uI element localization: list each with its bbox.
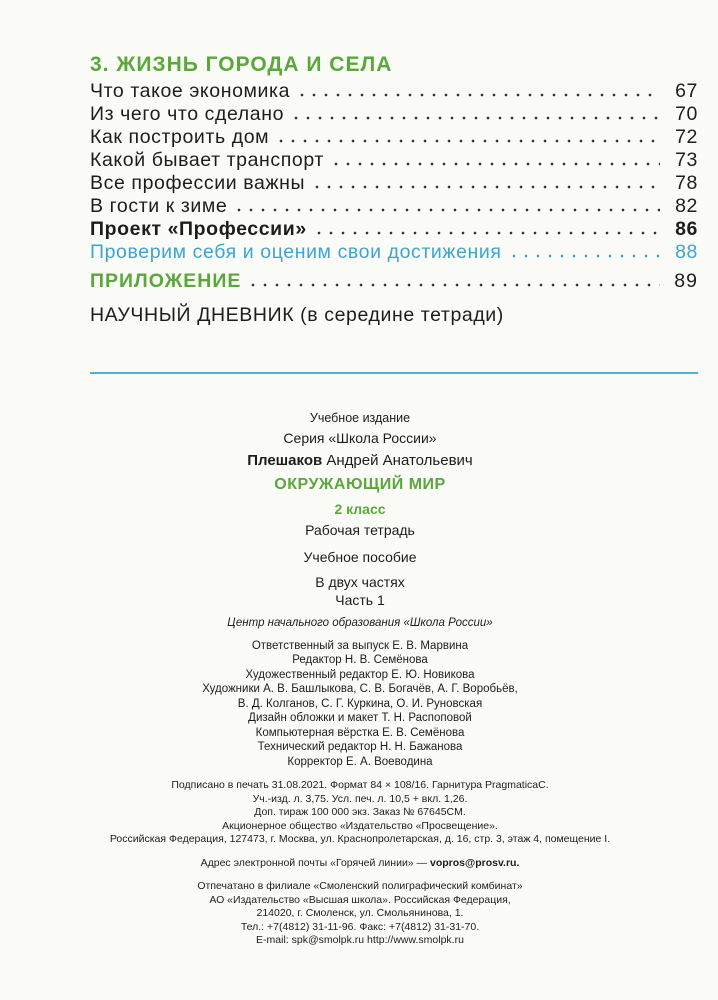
toc-label: Проверим себя и оценим свои достижения xyxy=(90,241,502,263)
printer-info: Тел.: +7(4812) 31-11-96. Факс: +7(4812) 31-31-70. xyxy=(240,920,480,933)
leader-dots xyxy=(247,283,660,287)
toc-row xyxy=(90,103,698,126)
leader-dots xyxy=(296,93,660,97)
publisher-info: Российская Федерация, 127473, г. Москва, ул. Краснопролетарская, д. 16, стр. 3, этаж 4, помещение I. xyxy=(109,833,611,845)
toc-page: 70 xyxy=(675,103,698,125)
credit-line: Корректор Е. А. Воеводина xyxy=(287,755,433,768)
toc-row-appendix xyxy=(90,264,698,298)
hotline-label: Адрес электронной почты «Горячей линии» — xyxy=(200,856,430,869)
printer-info: 214020, г. Смоленск, ул. Смольянинова, 1. xyxy=(256,907,464,919)
toc-page: 73 xyxy=(675,149,698,171)
toc-label: ПРИЛОЖЕНИЕ xyxy=(90,270,242,292)
print-info: Подписано в печать 31.08.2021. Формат 84 × 108/16. Гарнитура PragmaticaC. xyxy=(171,779,549,791)
toc-row xyxy=(90,195,698,218)
leader-dots xyxy=(508,254,660,258)
credit-line: Компьютерная вёрстка Е. В. Семёнова xyxy=(255,726,465,739)
book-title: ОКРУЖАЮЩИЙ МИР xyxy=(274,476,446,493)
credit-line: Дизайн обложки и макет Т. Н. Распоповой xyxy=(248,712,472,724)
book-type: Рабочая тетрадь xyxy=(305,522,415,538)
hotline xyxy=(100,857,620,871)
divider xyxy=(90,372,698,374)
part: Часть 1 xyxy=(335,592,385,608)
toc-page: 86 xyxy=(675,218,698,240)
leader-dots xyxy=(313,231,660,235)
toc-row xyxy=(90,172,698,195)
toc-page: 89 xyxy=(674,270,698,292)
leader-dots xyxy=(290,116,660,120)
credit-line: Ответственный за выпуск Е. В. Марвина xyxy=(251,639,469,652)
grade: 2 класс xyxy=(334,501,386,517)
credit-line: Технический редактор Н. Н. Бажанова xyxy=(257,741,463,753)
toc-label: Что такое экономика xyxy=(90,80,291,102)
credit-line: В. Д. Колганов, С. Г. Куркина, О. И. Руновская xyxy=(237,697,483,710)
imprint xyxy=(100,408,620,948)
center: Центр начального образования «Школа России» xyxy=(227,617,493,629)
toc-label: Проект «Профессии» xyxy=(90,218,307,240)
toc-page: 82 xyxy=(675,195,698,217)
edition-type: Учебное издание xyxy=(309,411,411,425)
toc-page: 88 xyxy=(675,241,698,263)
toc-row-diary xyxy=(90,298,698,332)
toc-label: Все профессии важны xyxy=(90,172,306,194)
section-title: 3. ЖИЗНЬ ГОРОДА И СЕЛА xyxy=(90,53,393,76)
author-name: Андрей Анатольевич xyxy=(326,452,473,469)
hotline-email: vopros@prosv.ru. xyxy=(429,856,520,869)
toc-row xyxy=(90,126,698,149)
printer-info: E-mail: spk@smolpk.ru http://www.smolpk.ru xyxy=(256,934,464,946)
parts: В двух частях xyxy=(315,574,405,590)
credit-line: Художественный редактор Е. Ю. Новикова xyxy=(245,668,475,681)
leader-dots xyxy=(275,139,660,143)
toc-page: 78 xyxy=(675,172,698,194)
toc-row xyxy=(90,80,698,103)
toc-label: Из чего что сделано xyxy=(90,103,285,125)
toc-page: 67 xyxy=(675,80,698,102)
author-surname: Плешаков xyxy=(247,452,323,469)
toc-row-project xyxy=(90,218,698,241)
book-kind: Учебное пособие xyxy=(303,549,417,565)
leader-dots xyxy=(311,185,660,189)
leader-dots xyxy=(233,208,660,212)
toc-label: В гости к зиме xyxy=(90,195,228,217)
leader-dots xyxy=(330,162,660,166)
toc-label: Какой бывает транспорт xyxy=(90,149,324,171)
print-info: Уч.-изд. л. 3,75. Усл. печ. л. 10,5 + вкл. 1,26. xyxy=(252,792,468,805)
publisher-info: Акционерное общество «Издательство «Просвещение». xyxy=(222,819,498,832)
toc-row xyxy=(90,149,698,172)
toc-row-review xyxy=(90,241,698,264)
author xyxy=(100,449,620,472)
credit-line: Художники А. В. Башлыкова, С. В. Богачёв, А. Г. Воробьёв, xyxy=(202,683,518,695)
printer-info: АО «Издательство «Высшая школа». Российская Федерация, xyxy=(209,893,511,906)
series: Серия «Школа России» xyxy=(283,430,437,446)
print-info: Доп. тираж 100 000 экз. Заказ № 67645CM. xyxy=(254,806,466,818)
credit-line: Редактор Н. В. Семёнова xyxy=(292,654,428,666)
toc-label: НАУЧНЫЙ ДНЕВНИК (в середине тетради) xyxy=(90,304,504,326)
table-of-contents xyxy=(90,50,698,332)
toc-label: Как построить дом xyxy=(90,126,270,148)
printer-info: Отпечатано в филиале «Смоленский полиграфический комбинат» xyxy=(197,880,523,892)
toc-page: 72 xyxy=(675,126,698,148)
